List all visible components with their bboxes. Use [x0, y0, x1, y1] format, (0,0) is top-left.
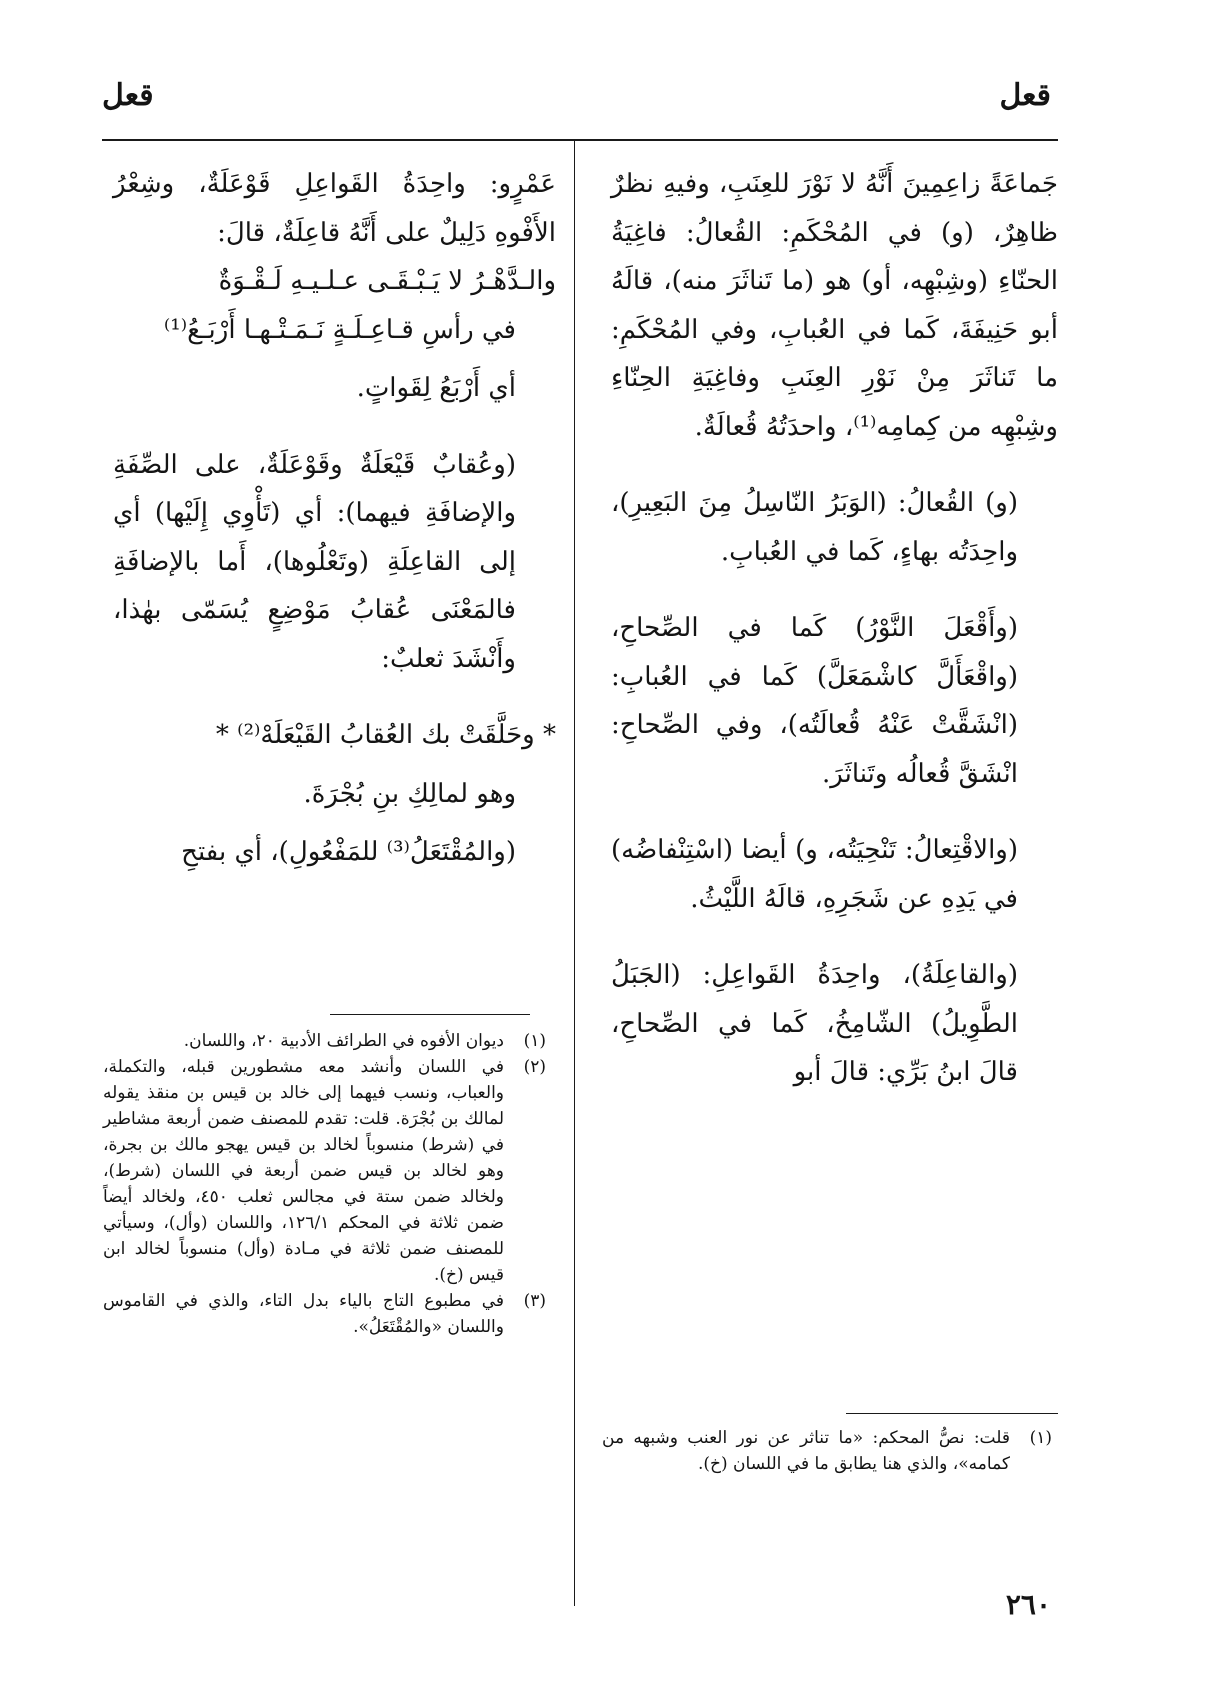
paragraph: أي أَرْبَعُ لِقَواتٍ.: [356, 373, 516, 403]
footnote-text: ديوان الأفوه في الطرائف الأدبية ٢٠، واللسان.: [183, 1031, 504, 1051]
footnote-text: في مطبوع التاج بالياء بدل التاء، والذي في القاموس واللسان «والمُقْتَعَلُ».: [103, 1291, 504, 1337]
verse-line: والـدَّهْـرُ لا يَـبْـقَـى عـلـيـهِ لَـقْـوَةٌ: [218, 266, 556, 296]
footnote-number: (١): [523, 1031, 546, 1051]
footnote-rule: [846, 1413, 1058, 1414]
footnotes-right: [602, 1425, 1052, 1477]
verse-line: في رأسِ قـاعِـلَـةٍ نَـمَـتْـهـا أَرْبَـعُ⁽¹⁾: [163, 314, 516, 345]
footnotes-left: [103, 1028, 546, 1340]
footnote: [103, 1054, 546, 1288]
paragraph: (وعُقابٌ قَيْعَلَةٌ وقَوْعَلَةٌ، على الصِّفَةِ والإضافَةِ فيهما): أي (تَأْوِي إِلَيْها) أي إلى القاعِلَةِ (وتَعْلُوها)، أَما بالإضافَةِ فالمَعْنَى عُقابُ مَوْضِعٍ يُسَمّى بهٰذا، وأَنْشَدَ ثعلبٌ:: [113, 449, 516, 674]
column-divider: [574, 139, 575, 1606]
paragraph: وهو لمالِكِ بنِ بُجْرَةَ.: [303, 778, 516, 809]
footnote: [103, 1028, 546, 1054]
footnote: [103, 1288, 546, 1340]
footnote: [602, 1425, 1052, 1477]
footnote-number: (١): [1029, 1428, 1052, 1448]
running-header-left: قعل: [102, 78, 154, 113]
footnote-number: (٢): [523, 1057, 546, 1077]
footnote-text: في اللسان وأنشد معه مشطورين قبله، والتكملة، والعباب، ونسب فيهما إلى خالد بن قيس بن منقذ يقوله لمالك بن بُجْرَة. قلت: تقدم للمصنف ضمن أربعة مشاطير في (شرط) منسوباً لخالد بن قيس يهجو مالك بن بجرة، وهو لخالد بن قيس ضمن أربعة في اللسان (شرط)، ولخالد ضمن ستة في مجالس ثعلب ٤٥٠، ولخالد أيضاً ضمن ثلاثة في المحكم ١٢٦/١، واللسان (وأل)، وسيأتي للمصنف ضمن ثلاثة في مـادة (وأل) منسوباً لخالد ابن قيس (خ).: [103, 1057, 504, 1285]
paragraph: جَماعَةً زاعِمِينَ أَنَّهُ لا نَوْرَ للعِنَبِ، وفيهِ نظرٌ ظاهِرٌ، (و) في المُحْكَمِ: القُعالُ: فاغِيَةُ الحنّاءِ (وشِبْهِه، أو) هو (ما تَناثَرَ منه)، قالَهُ أبو حَنِيفَةَ، كَما في العُبابِ، وفي المُحْكَمِ: ما تَناثَرَ مِنْ نَوْرِ العِنَبِ وفاغِيَةِ الحِنّاءِ وشِبْهِه من كِمامِه⁽¹⁾، واحدَتُهُ قُعالَةٌ.: [611, 169, 1058, 442]
running-header-right: قعل: [999, 78, 1051, 113]
header-rule: [102, 139, 1058, 141]
paragraph: (و) القُعالُ: (الوَبَرُ النّاسِلُ مِنَ البَعِيرِ)، واحِدَتُه بهاءٍ، كَما في العُبابِ.: [611, 488, 1018, 567]
verse-line: * وحَلَّقَتْ بك العُقابُ القَيْعَلَهْ⁽²⁾ *: [215, 720, 556, 750]
paragraph: (وأَقْعَلَ النَّوْرُ) كَما في الصِّحاحِ، (واقْعَأَلَّ كاشْمَعَلَّ) كَما في العُبابِ: (انْشَقَّتْ عَنْهُ قُعالَتُه)، وفي الصِّحاحِ: انْشَقَّ قُعالُه وتَناثَرَ.: [611, 613, 1018, 789]
footnote-text: قلت: نصُّ المحكم: «ما تناثر عن نور العنب وشبهه من كمامه»، والذي هنا يطابق ما في اللسان (خ).: [602, 1428, 1010, 1474]
paragraph: عَمْرٍو: واحِدَةُ القَواعِلِ قَوْعَلَةٌ، وشِعْرُ الأَفْوهِ دَلِيلٌ على أَنَّهُ قاعِلَةٌ، قالَ:: [113, 169, 556, 248]
page-number: ٢٦٠: [1005, 1588, 1051, 1621]
paragraph: (والاقْتِعالُ: تَنْحِيَتُه، و) أيضا (اسْتِنْفاضُه) في يَدِهِ عن شَجَرِهِ، قالَهُ اللَّيْثُ.: [611, 835, 1018, 914]
left-column: [113, 160, 556, 877]
right-column: [611, 160, 1058, 1097]
paragraph: (والقاعِلَةُ)، واحِدَةُ القَواعِلِ: (الجَبَلُ الطَّوِيلُ) الشّامِخُ، كَما في الصِّحاحِ، قالَ ابنُ بَرِّي: قالَ أبو: [611, 960, 1018, 1087]
footnote-rule: [330, 1014, 530, 1015]
footnote-number: (٣): [523, 1291, 546, 1311]
paragraph: (والمُقْتَعَلُ⁽³⁾ للمَفْعُولِ)، أي بفتحِ: [181, 837, 516, 867]
